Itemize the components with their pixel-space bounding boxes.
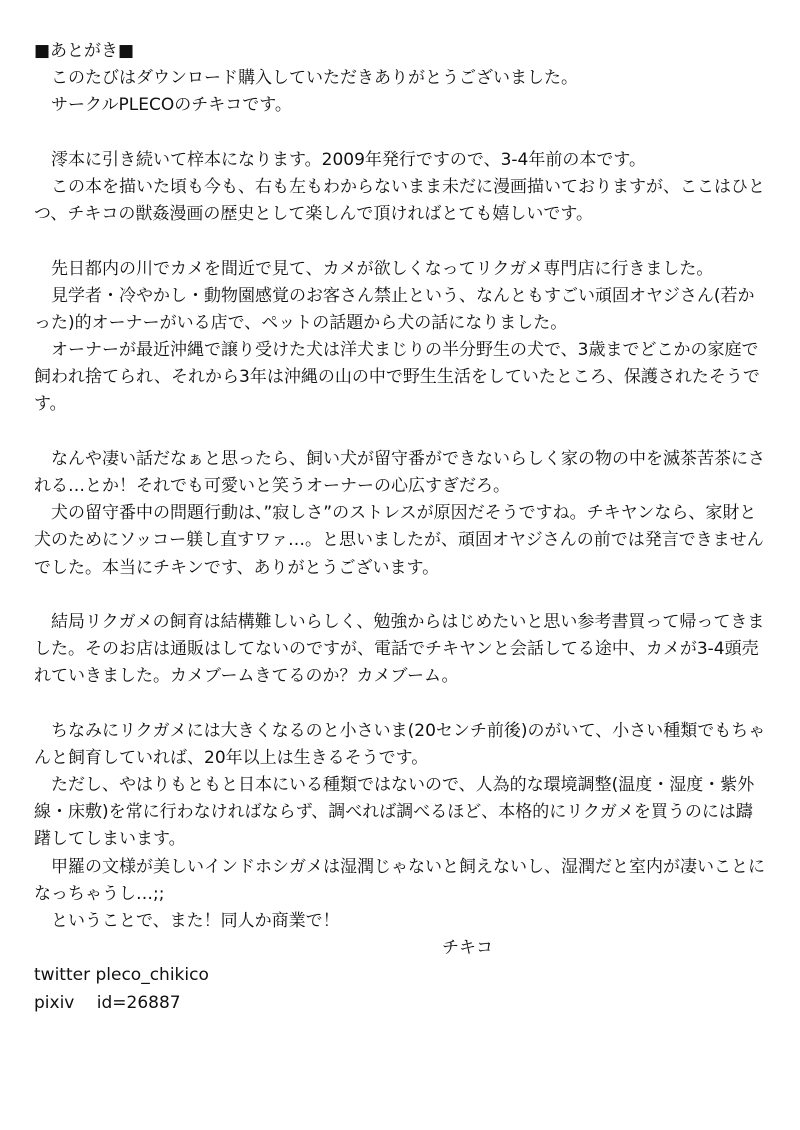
twitter-handle: twitter pleco_chikico	[34, 965, 209, 986]
text-line: す。	[34, 394, 67, 415]
text-line: ただし、やはりもともと日本にいる種類ではないので、人為的な環境調整(温度・湿度・紫外	[51, 775, 755, 796]
text-line: れる…とか！それでも可愛いと笑うオーナーの心広すぎだろ。	[34, 476, 510, 496]
blank-line	[34, 582, 770, 609]
text-line: つ、チキコの獣姦漫画の歴史として楽しんで頂ければとても嬉しいです。	[34, 204, 593, 225]
author-signature: チキコ	[442, 938, 493, 959]
text-line: 結局リクガメの飼育は結構難しいらしく、勉強からはじめたいと思い参考書買って帰ってきま	[51, 611, 765, 632]
afterword-document	[34, 38, 770, 1017]
text-line: 飼われ捨てられ、それから3年は沖縄の山の中で野生生活をしていたところ、保護されたそうで	[34, 367, 760, 388]
text-line: 甲羅の文様が美しいインドホシガメは湿潤じゃないと飼えないし、湿潤だと室内が凄いことに	[51, 856, 765, 877]
text-line: 躇してしまいます。	[34, 829, 186, 850]
blank-line	[34, 419, 770, 446]
text-line: 犬のためにソッコー躾し直すワァ…。と思いましたが、頑固オヤジさんの前では発言できません	[34, 530, 764, 551]
afterword-heading: ■あとがき■	[34, 41, 135, 61]
afterword-body	[34, 65, 770, 935]
text-line: なっちゃうし…;;	[34, 883, 165, 904]
blank-line	[34, 120, 770, 147]
text-line: ということで、また！同人か商業で！	[51, 911, 340, 931]
text-line: した。そのお店は通販はしてないのですが、電話でチキヤンと会話してる途中、カメが3-4頭売	[34, 639, 759, 660]
text-line: んと飼育していれば、20年以上は生きるそうです。	[34, 747, 429, 768]
text-line: サークルPLECOのチキコです。	[51, 95, 292, 116]
text-line: でした。本当にチキンです、ありがとうございます。	[34, 557, 440, 578]
text-line: 線・床敷)を常に行わなければならず、調べれば調べるほど、本格的にリクガメを買うのには躊	[34, 802, 753, 823]
blank-line	[34, 228, 770, 255]
pixiv-id: pixiv id=26887	[34, 992, 181, 1013]
text-line: 澪本に引き続いて梓本になります。2009年発行ですので、3-4年前の本です。	[51, 149, 646, 170]
text-line: 先日都内の川でカメを間近で見て、カメが欲しくなってリクガメ専門店に行きました。	[51, 258, 714, 279]
text-line: オーナーが最近沖縄で譲り受けた犬は洋犬まじりの半分野生の犬で、3歳までどこかの家庭で	[51, 340, 759, 361]
text-line: このたびはダウンロード購入していただきありがとうございました。	[51, 68, 578, 89]
text-line: なんや凄い話だなぁと思ったら、飼い犬が留守番ができないらしく家の物の中を滅茶苦茶にさ	[51, 448, 765, 469]
text-line: れていきました。カメブームきてるのか？カメブーム。	[34, 666, 459, 687]
text-line: 犬の留守番中の問題行動は、”寂しさ”のストレスが原因だそうですね。チキヤンなら、家財と	[51, 503, 757, 524]
text-line: った)的オーナーがいる店で、ペットの話題から犬の話になりました。	[34, 312, 568, 333]
text-line: 見学者・冷やかし・動物園感覚のお客さん禁止という、なんともすごい頑固オヤジさん(若か	[51, 285, 755, 306]
text-line: ちなみにリクガメには大きくなるのと小さいま(20センチ前後)のがいて、小さい種類でもちゃ	[51, 720, 766, 741]
blank-line	[34, 691, 770, 718]
text-line: この本を描いた頃も今も、右も左もわからないまま未だに漫画描いておりますが、ここはひと	[51, 176, 765, 197]
